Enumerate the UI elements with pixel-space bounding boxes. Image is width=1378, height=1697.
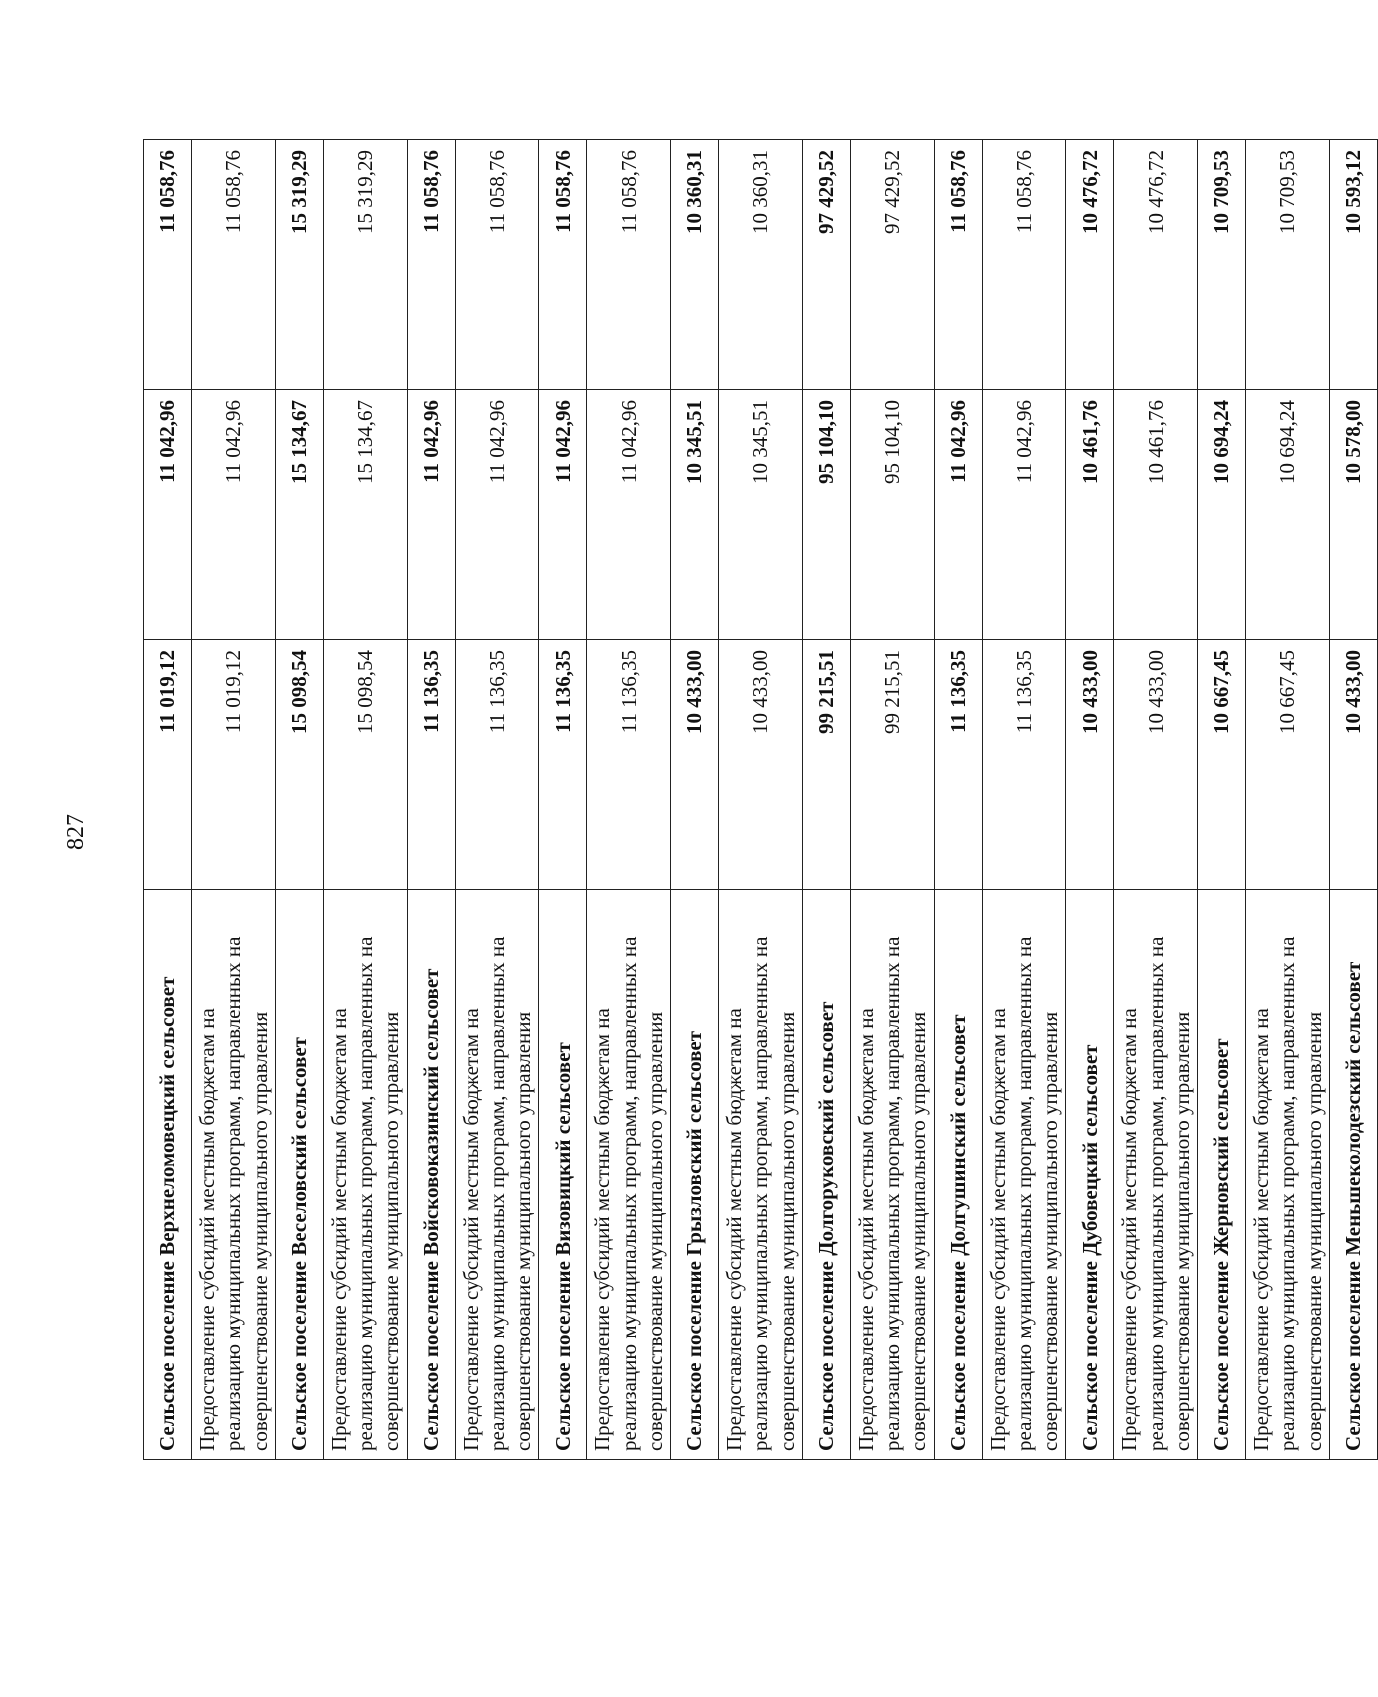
settlement-name-cell: Сельское поселение Дубовецкий сельсовет (1066, 890, 1114, 1460)
settlement-row (407, 140, 455, 1460)
value-cell-3: 15 319,29 (275, 140, 323, 390)
value-cell-2: 11 042,96 (455, 390, 539, 640)
value-cell-3: 11 058,76 (144, 140, 192, 390)
value-cell-2: 11 042,96 (192, 390, 276, 640)
settlement-row (144, 140, 192, 1460)
value-cell-3: 10 476,72 (1114, 140, 1198, 390)
subsidy-row (455, 140, 539, 1460)
subsidy-row (587, 140, 671, 1460)
subsidy-description-cell: Предоставление субсидий местным бюджетам на реализацию муниципальных программ, направленных на совершенствование муниципального управления (719, 890, 803, 1460)
value-cell-3: 10 709,53 (1198, 140, 1246, 390)
settlement-name-cell: Сельское поселение Визовицкий сельсовет (539, 890, 587, 1460)
value-cell-1: 10 433,00 (719, 640, 803, 890)
settlement-name-cell: Сельское поселение Меньшеколодезский сельсовет (1329, 890, 1377, 1460)
value-cell-1: 99 215,51 (802, 640, 850, 890)
subsidy-description-cell: Предоставление субсидий местным бюджетам на реализацию муниципальных программ, направленных на совершенствование муниципального управления (982, 890, 1066, 1460)
value-cell-2: 11 042,96 (539, 390, 587, 640)
value-cell-2: 10 694,24 (1246, 390, 1330, 640)
value-cell-3: 10 593,12 (1329, 140, 1377, 390)
subsidy-description-cell: Предоставление субсидий местным бюджетам на реализацию муниципальных программ, направленных на совершенствование муниципального управления (1246, 890, 1330, 1460)
settlement-row (671, 140, 719, 1460)
subsidy-row (1246, 140, 1330, 1460)
settlement-row (802, 140, 850, 1460)
value-cell-1: 10 667,45 (1246, 640, 1330, 890)
settlement-row (1066, 140, 1114, 1460)
subsidy-description-cell: Предоставление субсидий местным бюджетам на реализацию муниципальных программ, направленных на совершенствование муниципального управления (323, 890, 407, 1460)
value-cell-1: 10 433,00 (671, 640, 719, 890)
value-cell-2: 11 042,96 (587, 390, 671, 640)
value-cell-3: 10 709,53 (1246, 140, 1330, 390)
value-cell-1: 15 098,54 (323, 640, 407, 890)
budget-table-body (144, 140, 1378, 1460)
value-cell-3: 97 429,52 (850, 140, 934, 390)
subsidy-description-cell: Предоставление субсидий местным бюджетам на реализацию муниципальных программ, направленных на совершенствование муниципального управления (850, 890, 934, 1460)
settlement-name-cell: Сельское поселение Войсковоказинский сельсовет (407, 890, 455, 1460)
value-cell-1: 11 019,12 (192, 640, 276, 890)
settlement-row (1198, 140, 1246, 1460)
value-cell-1: 10 433,00 (1329, 640, 1377, 890)
settlement-row (1329, 140, 1377, 1460)
subsidy-row (192, 140, 276, 1460)
settlement-name-cell: Сельское поселение Жерновский сельсовет (1198, 890, 1246, 1460)
settlement-name-cell: Сельское поселение Верхнеломовецкий сельсовет (144, 890, 192, 1460)
value-cell-3: 11 058,76 (587, 140, 671, 390)
subsidy-description-cell: Предоставление субсидий местным бюджетам на реализацию муниципальных программ, направленных на совершенствование муниципального управления (1114, 890, 1198, 1460)
value-cell-1: 11 136,35 (407, 640, 455, 890)
value-cell-1: 10 433,00 (1114, 640, 1198, 890)
value-cell-2: 11 042,96 (407, 390, 455, 640)
value-cell-1: 11 136,35 (587, 640, 671, 890)
rotated-page-content (143, 140, 1366, 1460)
value-cell-2: 10 461,76 (1066, 390, 1114, 640)
subsidy-description-cell: Предоставление субсидий местным бюджетам на реализацию муниципальных программ, направленных на совершенствование муниципального управления (192, 890, 276, 1460)
value-cell-3: 10 476,72 (1066, 140, 1114, 390)
value-cell-3: 15 319,29 (323, 140, 407, 390)
value-cell-3: 11 058,76 (539, 140, 587, 390)
value-cell-2: 11 042,96 (144, 390, 192, 640)
value-cell-1: 11 136,35 (539, 640, 587, 890)
settlement-name-cell: Сельское поселение Долгоруковский сельсовет (802, 890, 850, 1460)
value-cell-3: 10 360,31 (719, 140, 803, 390)
settlement-name-cell: Сельское поселение Долгушинский сельсовет (934, 890, 982, 1460)
value-cell-2: 10 345,51 (719, 390, 803, 640)
value-cell-3: 11 058,76 (934, 140, 982, 390)
settlement-name-cell: Сельское поселение Грызловский сельсовет (671, 890, 719, 1460)
subsidy-row (982, 140, 1066, 1460)
value-cell-1: 11 136,35 (934, 640, 982, 890)
value-cell-1: 11 136,35 (982, 640, 1066, 890)
value-cell-2: 11 042,96 (934, 390, 982, 640)
value-cell-3: 11 058,76 (192, 140, 276, 390)
settlement-name-cell: Сельское поселение Веселовский сельсовет (275, 890, 323, 1460)
subsidy-row (1114, 140, 1198, 1460)
value-cell-3: 11 058,76 (407, 140, 455, 390)
value-cell-2: 10 461,76 (1114, 390, 1198, 640)
value-cell-1: 10 667,45 (1198, 640, 1246, 890)
subsidy-row (719, 140, 803, 1460)
value-cell-2: 11 042,96 (982, 390, 1066, 640)
value-cell-3: 11 058,76 (982, 140, 1066, 390)
value-cell-2: 95 104,10 (802, 390, 850, 640)
value-cell-1: 99 215,51 (850, 640, 934, 890)
value-cell-3: 10 360,31 (671, 140, 719, 390)
subsidy-row (323, 140, 407, 1460)
value-cell-3: 97 429,52 (802, 140, 850, 390)
value-cell-3: 11 058,76 (455, 140, 539, 390)
value-cell-1: 10 433,00 (1066, 640, 1114, 890)
subsidy-row (850, 140, 934, 1460)
budget-table (143, 139, 1378, 1460)
value-cell-2: 15 134,67 (323, 390, 407, 640)
value-cell-1: 11 019,12 (144, 640, 192, 890)
settlement-row (539, 140, 587, 1460)
subsidy-description-cell: Предоставление субсидий местным бюджетам на реализацию муниципальных программ, направленных на совершенствование муниципального управления (587, 890, 671, 1460)
value-cell-1: 15 098,54 (275, 640, 323, 890)
value-cell-2: 10 694,24 (1198, 390, 1246, 640)
subsidy-description-cell: Предоставление субсидий местным бюджетам на реализацию муниципальных программ, направленных на совершенствование муниципального управления (455, 890, 539, 1460)
settlement-row (275, 140, 323, 1460)
value-cell-2: 15 134,67 (275, 390, 323, 640)
value-cell-2: 10 345,51 (671, 390, 719, 640)
value-cell-2: 10 578,00 (1329, 390, 1377, 640)
page-number: 827 (63, 814, 89, 850)
value-cell-1: 11 136,35 (455, 640, 539, 890)
settlement-row (934, 140, 982, 1460)
value-cell-2: 95 104,10 (850, 390, 934, 640)
